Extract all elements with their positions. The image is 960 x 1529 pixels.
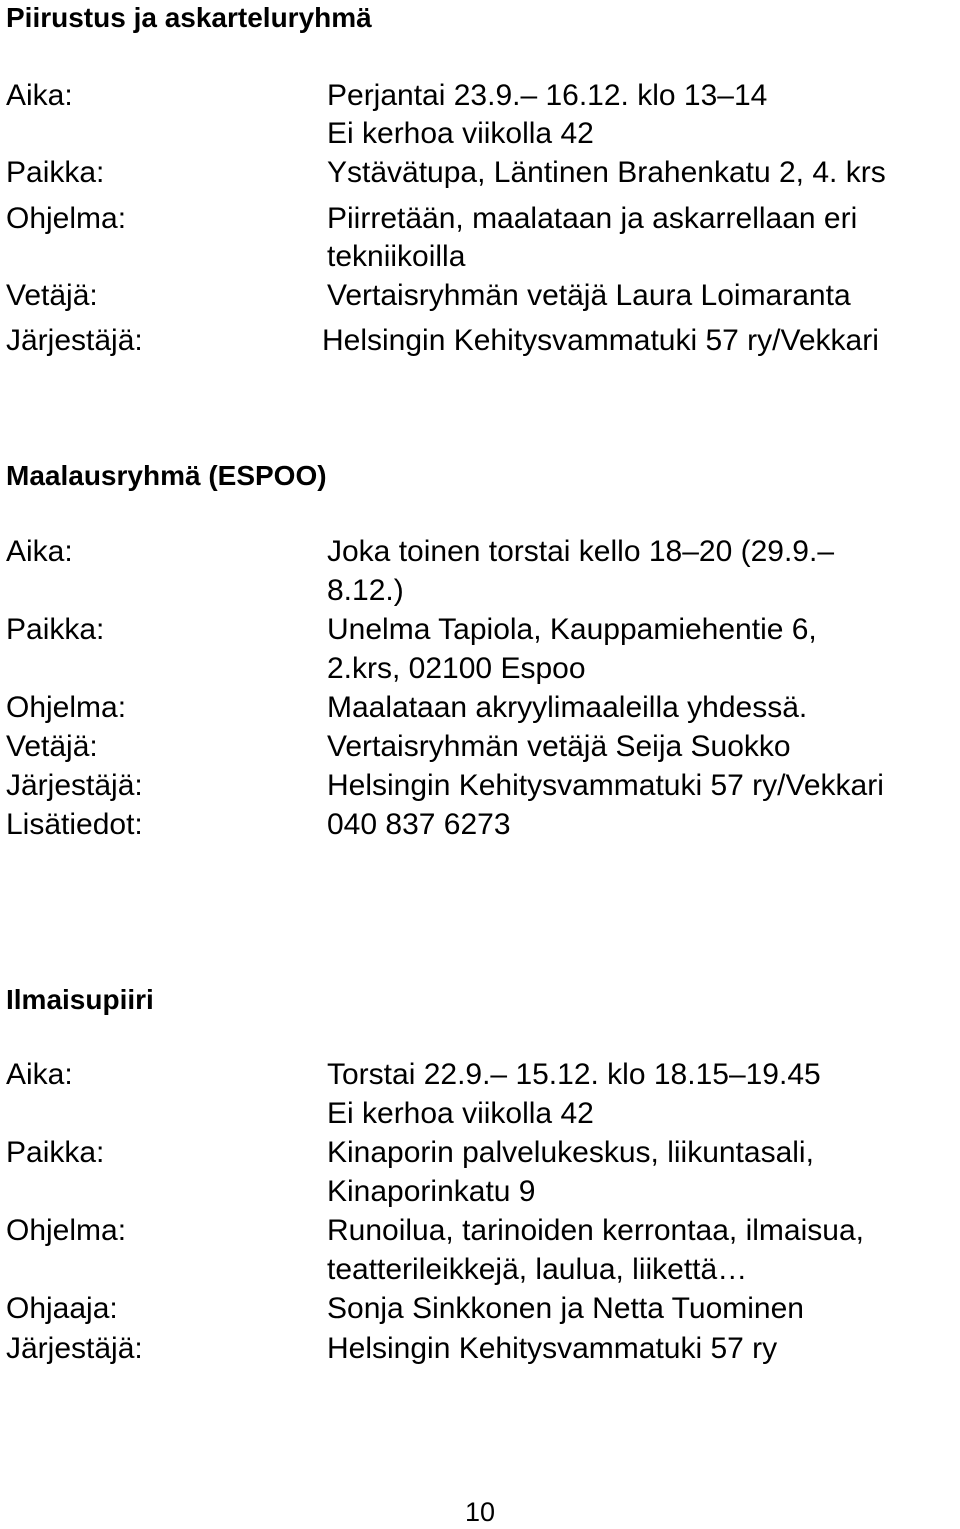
value-paikka-line2: Kinaporinkatu 9: [327, 1175, 536, 1208]
value-ohjelma: Runoilua, tarinoiden kerrontaa, ilmaisua,: [327, 1214, 864, 1247]
value-ohjelma: Maalataan akryylimaaleilla yhdessä.: [327, 691, 808, 724]
label-ohjelma: Ohjelma:: [6, 202, 127, 235]
label-aika: Aika:: [6, 1058, 73, 1091]
label-paikka: Paikka:: [6, 156, 105, 189]
label-vetaja: Vetäjä:: [6, 730, 98, 763]
value-jarjestaja: Helsingin Kehitysvammatuki 57 ry: [327, 1332, 778, 1365]
value-aika: Torstai 22.9.– 15.12. klo 18.15–19.45: [327, 1058, 821, 1091]
label-lisatiedot: Lisätiedot:: [6, 808, 143, 841]
section-title-piirustus: Piirustus ja askarteluryhmä: [6, 2, 372, 33]
value-aika-line2: 8.12.): [327, 574, 404, 607]
value-paikka: Ystävätupa, Läntinen Brahenkatu 2, 4. krs: [327, 156, 886, 189]
label-paikka: Paikka:: [6, 1136, 105, 1169]
label-jarjestaja: Järjestäjä:: [6, 769, 143, 802]
value-aika: Perjantai 23.9.– 16.12. klo 13–14: [327, 79, 768, 112]
section-title-ilmaisupiiri: Ilmaisupiiri: [6, 984, 154, 1015]
label-paikka: Paikka:: [6, 613, 105, 646]
value-paikka-line2: 2.krs, 02100 Espoo: [327, 652, 586, 685]
value-jarjestaja: Helsingin Kehitysvammatuki 57 ry/Vekkari: [327, 769, 884, 802]
value-vetaja: Vertaisryhmän vetäjä Laura Loimaranta: [327, 279, 851, 312]
value-paikka: Kinaporin palvelukeskus, liikuntasali,: [327, 1136, 814, 1169]
label-ohjelma: Ohjelma:: [6, 691, 127, 724]
value-lisatiedot: 040 837 6273: [327, 808, 511, 841]
value-aika-line2: Ei kerhoa viikolla 42: [327, 1097, 594, 1130]
value-jarjestaja: Helsingin Kehitysvammatuki 57 ry/Vekkari: [322, 324, 879, 357]
value-aika-line2: Ei kerhoa viikolla 42: [327, 117, 594, 150]
label-jarjestaja: Järjestäjä:: [6, 324, 143, 357]
value-paikka: Unelma Tapiola, Kauppamiehentie 6,: [327, 613, 817, 646]
label-aika: Aika:: [6, 79, 73, 112]
value-vetaja: Vertaisryhmän vetäjä Seija Suokko: [327, 730, 791, 763]
page-number: 10: [464, 1497, 496, 1527]
label-ohjelma: Ohjelma:: [6, 1214, 127, 1247]
label-jarjestaja: Järjestäjä:: [6, 1332, 143, 1365]
label-aika: Aika:: [6, 535, 73, 568]
value-ohjelma-line2: teatterileikkejä, laulua, liikettä…: [327, 1253, 748, 1286]
value-ohjelma-line2: tekniikoilla: [327, 240, 466, 273]
label-vetaja: Vetäjä:: [6, 279, 98, 312]
value-ohjaaja: Sonja Sinkkonen ja Netta Tuominen: [327, 1292, 804, 1325]
section-title-maalausryhma: Maalausryhmä (ESPOO): [6, 460, 327, 491]
label-ohjaaja: Ohjaaja:: [6, 1292, 118, 1325]
value-aika: Joka toinen torstai kello 18–20 (29.9.–: [327, 535, 834, 568]
value-ohjelma: Piirretään, maalataan ja askarrellaan eri: [327, 202, 858, 235]
